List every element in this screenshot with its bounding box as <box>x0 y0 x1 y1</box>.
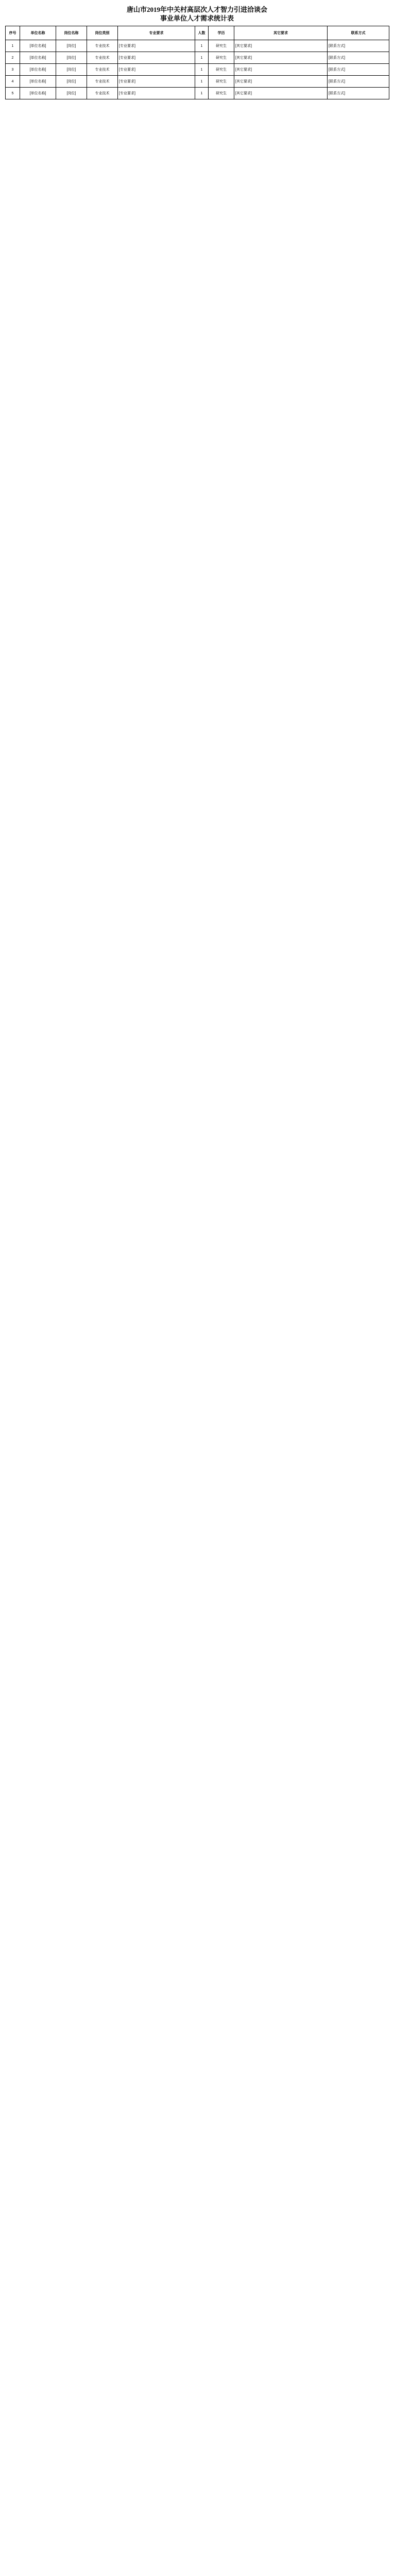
header-education: 学历 <box>209 26 234 40</box>
header-other: 其它要求 <box>234 26 328 40</box>
cell-contact: [联系方式] <box>328 52 389 64</box>
header-major: 专业要求 <box>118 26 195 40</box>
cell-post: [岗位] <box>56 40 87 52</box>
cell-category: 专业技术 <box>87 40 118 52</box>
cell-major: [专业要求] <box>118 52 195 64</box>
cell-unit: [单位名称] <box>20 76 56 88</box>
document-subtitle: 事业单位人才需求统计表 <box>160 14 234 22</box>
cell-unit: [单位名称] <box>20 64 56 76</box>
cell-contact: [联系方式] <box>328 88 389 99</box>
cell-major: [专业要求] <box>118 40 195 52</box>
cell-category: 专业技术 <box>87 88 118 99</box>
table-row <box>6 64 389 76</box>
cell-education: 研究生 <box>209 40 234 52</box>
cell-unit: [单位名称] <box>20 40 56 52</box>
header-index: 序号 <box>6 26 20 40</box>
header-count: 人数 <box>195 26 209 40</box>
table-row <box>6 52 389 64</box>
cell-contact: [联系方式] <box>328 76 389 88</box>
cell-major: [专业要求] <box>118 64 195 76</box>
cell-unit: [单位名称] <box>20 52 56 64</box>
cell-education: 研究生 <box>209 76 234 88</box>
cell-contact: [联系方式] <box>328 64 389 76</box>
table-row <box>6 40 389 52</box>
cell-count: 1 <box>195 88 209 99</box>
cell-post: [岗位] <box>56 88 87 99</box>
cell-index: 5 <box>6 88 20 99</box>
cell-unit: [单位名称] <box>20 88 56 99</box>
cell-category: 专业技术 <box>87 64 118 76</box>
table-header-row <box>6 26 389 40</box>
cell-post: [岗位] <box>56 76 87 88</box>
table-body <box>6 40 389 99</box>
cell-education: 研究生 <box>209 88 234 99</box>
cell-index: 3 <box>6 64 20 76</box>
cell-count: 1 <box>195 52 209 64</box>
document-page <box>5 0 389 99</box>
header-unit: 单位名称 <box>20 26 56 40</box>
cell-other: [其它要求] <box>234 76 328 88</box>
cell-contact: [联系方式] <box>328 40 389 52</box>
cell-education: 研究生 <box>209 64 234 76</box>
cell-category: 专业技术 <box>87 76 118 88</box>
cell-count: 1 <box>195 40 209 52</box>
cell-other: [其它要求] <box>234 88 328 99</box>
table-row <box>6 76 389 88</box>
cell-index: 2 <box>6 52 20 64</box>
cell-other: [其它要求] <box>234 52 328 64</box>
table-row <box>6 88 389 99</box>
cell-major: [专业要求] <box>118 88 195 99</box>
cell-other: [其它要求] <box>234 40 328 52</box>
cell-other: [其它要求] <box>234 64 328 76</box>
cell-post: [岗位] <box>56 64 87 76</box>
cell-education: 研究生 <box>209 52 234 64</box>
cell-count: 1 <box>195 76 209 88</box>
cell-index: 1 <box>6 40 20 52</box>
cell-post: [岗位] <box>56 52 87 64</box>
header-contact: 联系方式 <box>328 26 389 40</box>
recruitment-table <box>5 26 389 99</box>
cell-category: 专业技术 <box>87 52 118 64</box>
header-post: 岗位名称 <box>56 26 87 40</box>
cell-count: 1 <box>195 64 209 76</box>
header-category: 岗位类别 <box>87 26 118 40</box>
cell-major: [专业要求] <box>118 76 195 88</box>
cell-index: 4 <box>6 76 20 88</box>
document-title: 唐山市2019年中关村高层次人才智力引进洽谈会 <box>126 6 267 13</box>
